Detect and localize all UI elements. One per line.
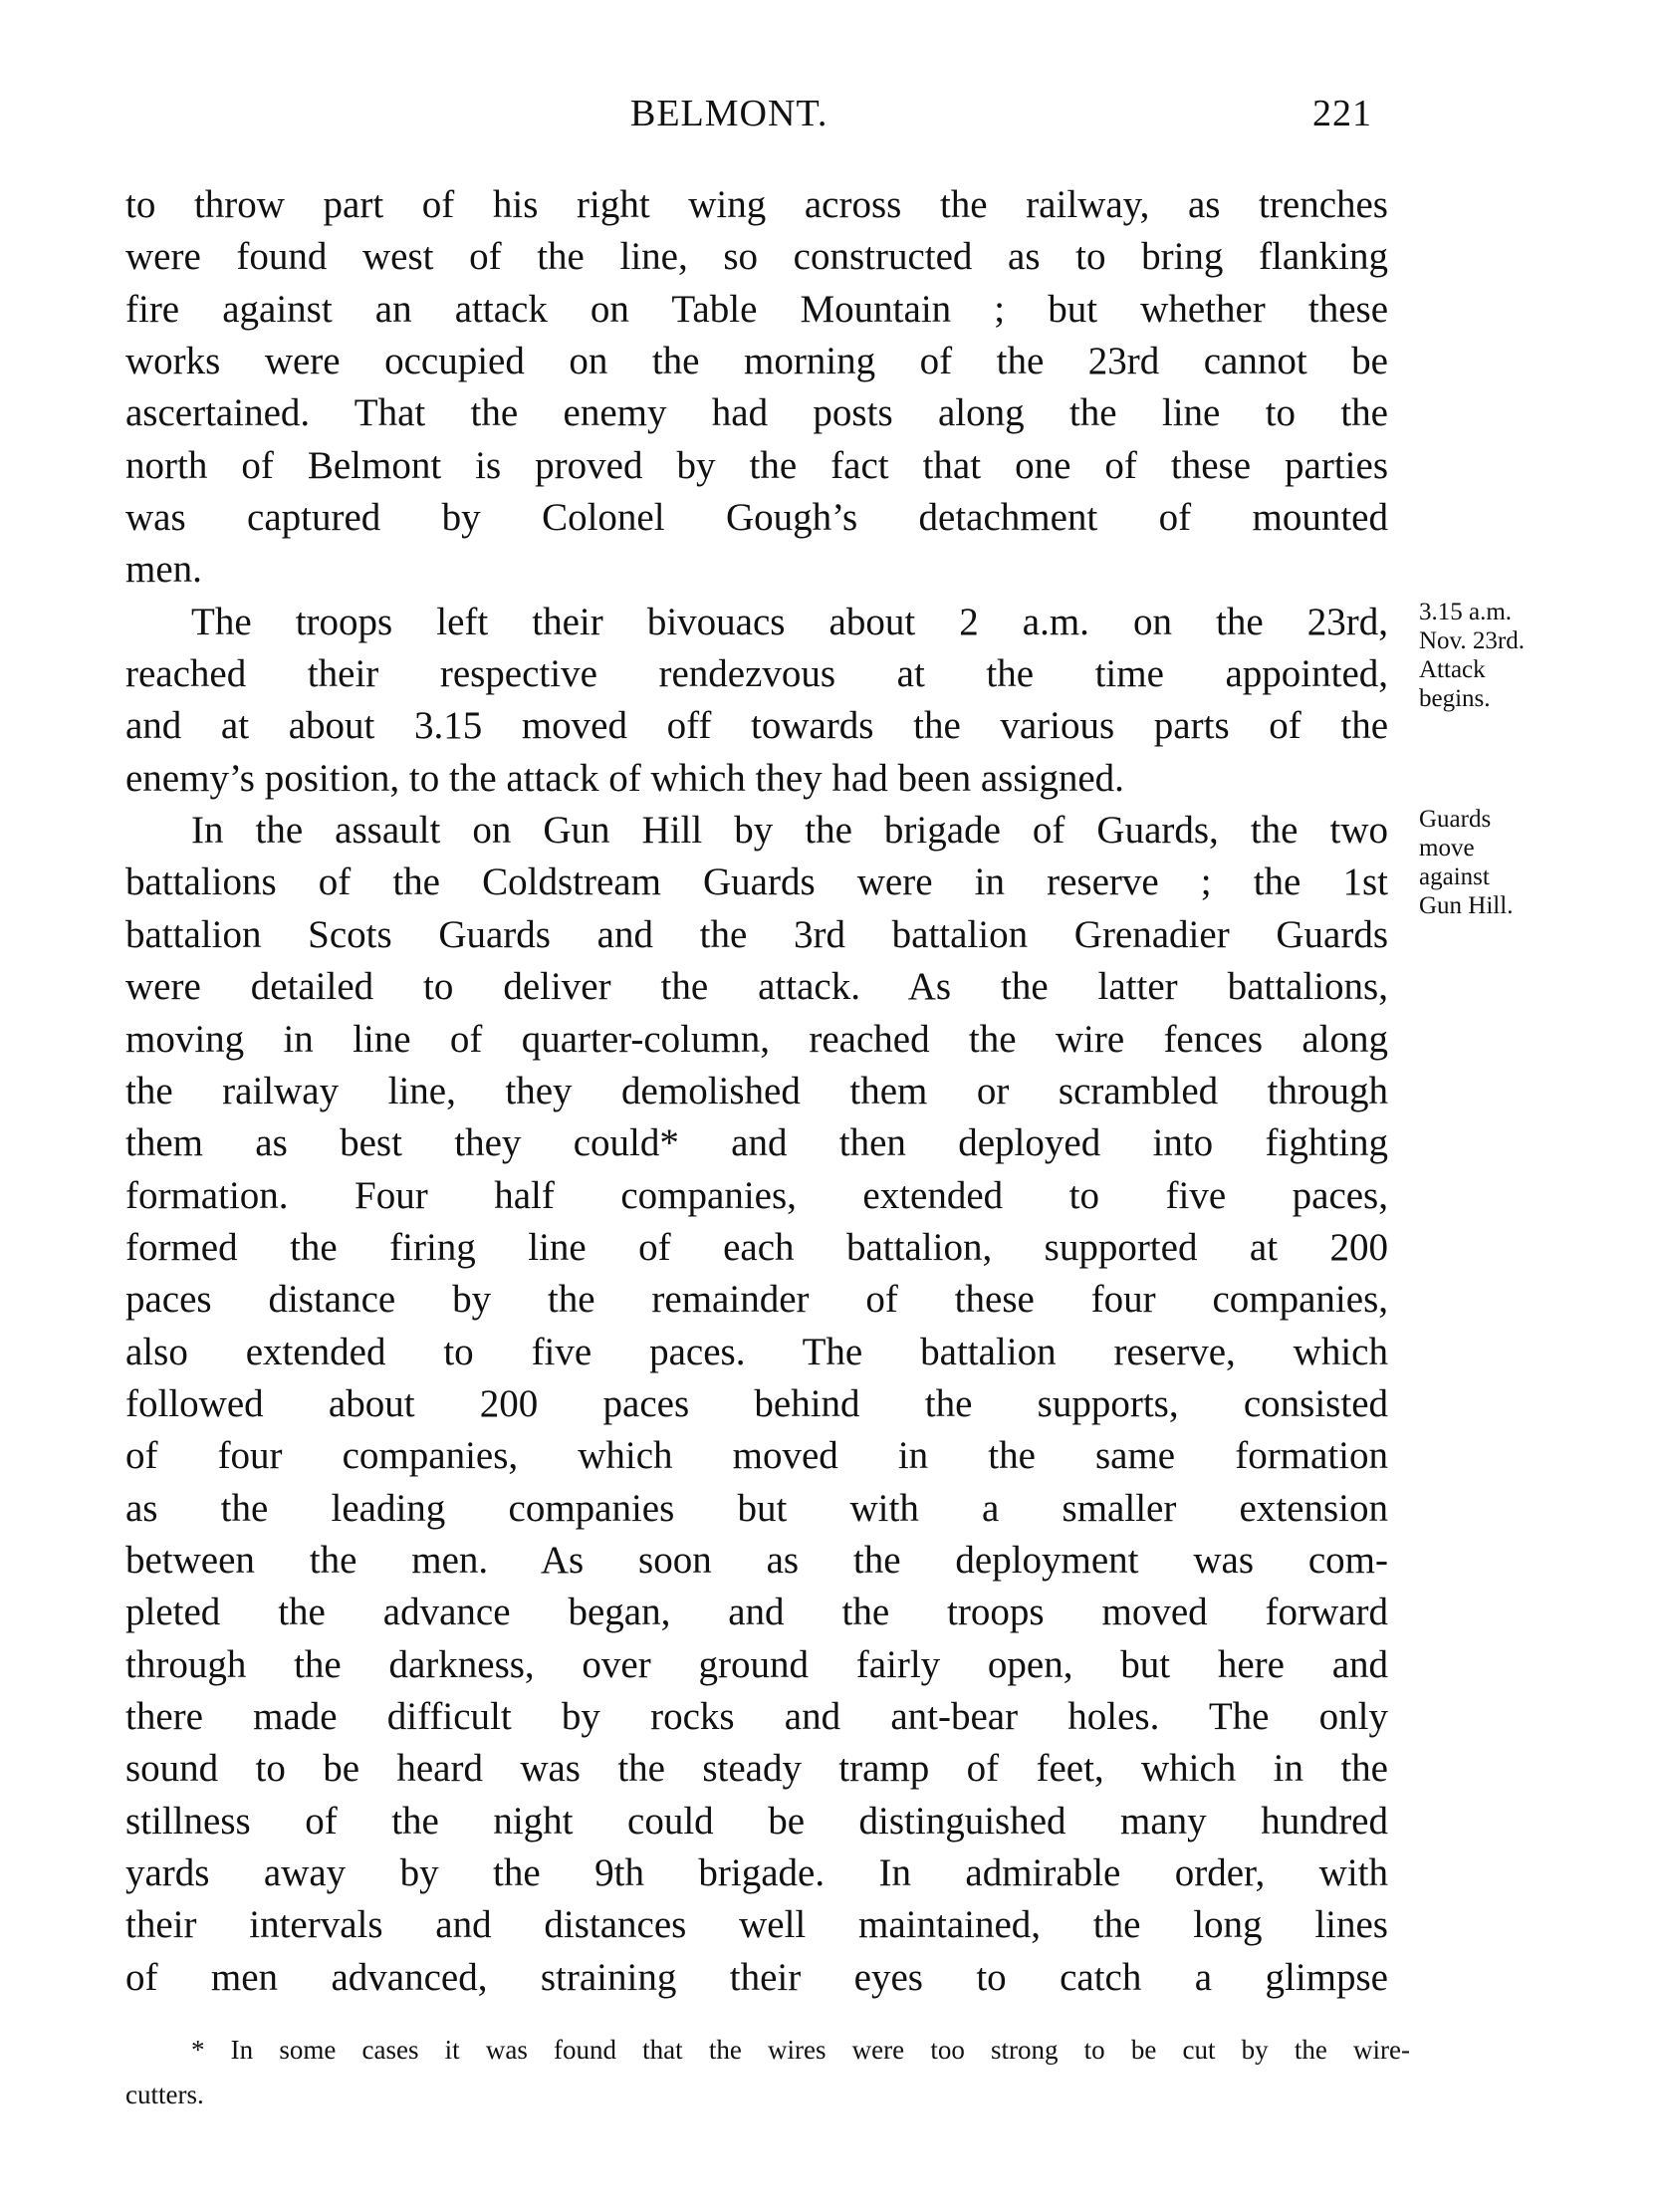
text-line: formation. Four half companies, extended to five paces, [125, 1173, 1388, 1217]
footnote-line: * In some cases it was found that the wires were too strong to be cut by the wire- [191, 2035, 1410, 2065]
text-line: also extended to five paces. The battalion reserve, which [125, 1330, 1388, 1373]
text-line: through the darkness, over ground fairly open, but here and [125, 1642, 1388, 1686]
text-line: of men advanced, straining their eyes to catch a glimpse [125, 1955, 1388, 1999]
text-line: sound to be heard was the steady tramp of feet, which in the [125, 1747, 1388, 1791]
text-line: men. [125, 548, 202, 592]
margin-note-line: move [1419, 835, 1475, 861]
margin-note-attack-begins [1419, 598, 1525, 713]
text-line: there made difficult by rocks and ant-bear holes. The only [125, 1694, 1388, 1738]
margin-note-line: begins. [1419, 685, 1491, 712]
text-line: to throw part of his right wing across the railway, as trenches [125, 183, 1388, 226]
text-line: yards away by the 9th brigade. In admirable order, with [125, 1851, 1388, 1894]
margin-note-line: Guards [1419, 806, 1492, 833]
text-line: was captured by Colonel Gough’s detachment of mounted [125, 496, 1388, 540]
text-line: were found west of the line, so constructed as to bring flanking [125, 235, 1388, 279]
text-line: them as best they could* and then deployed into fighting [125, 1121, 1388, 1165]
text-line: pleted the advance began, and the troops moved forward [125, 1591, 1388, 1634]
text-line: works were occupied on the morning of the 23rd cannot be [125, 340, 1388, 383]
text-line: battalion Scots Guards and the 3rd battalion Grenadier Guards [125, 912, 1388, 956]
margin-note-line: Gun Hill. [1419, 892, 1514, 919]
text-line: The troops left their bivouacs about 2 a.m. on the 23rd, [191, 600, 1388, 643]
text-line: In the assault on Gun Hill by the brigade of Guards, the two [191, 809, 1388, 853]
text-line: followed about 200 paces behind the supports, consisted [125, 1381, 1388, 1425]
text-line: enemy’s position, to the attack of which they had been assigned. [125, 756, 1124, 800]
text-line: as the leading companies but with a smaller extension [125, 1486, 1388, 1530]
text-line: moving in line of quarter-column, reached the wire fences along [125, 1017, 1388, 1061]
margin-note-guards-move [1419, 805, 1513, 920]
text-line: of four companies, which moved in the same formation [125, 1434, 1388, 1478]
text-line: reached their respective rendezvous at the time appointed, [125, 652, 1388, 696]
text-line: their intervals and distances well maintained, the long lines [125, 1903, 1388, 1947]
text-line: were detailed to deliver the attack. As the latter battalions, [125, 965, 1388, 1009]
running-header: BELMONT. [630, 93, 828, 134]
body-text [125, 179, 1388, 2004]
margin-note-line: 3.15 a.m. [1419, 599, 1513, 625]
footnote-line: cutters. [125, 2080, 204, 2109]
text-line: north of Belmont is proved by the fact that one of these parties [125, 443, 1388, 487]
text-line: battalions of the Coldstream Guards were in reserve ; the 1st [125, 860, 1388, 904]
footnote [125, 2028, 1410, 2117]
margin-note-line: Attack [1419, 656, 1486, 683]
text-line: and at about 3.15 moved off towards the various parts of the [125, 704, 1388, 748]
margin-note-line: Nov. 23rd. [1419, 627, 1526, 654]
text-line: ascertained. That the enemy had posts along the line to the [125, 391, 1388, 435]
text-line: fire against an attack on Table Mountain ; but whether these [125, 287, 1388, 331]
text-line: the railway line, they demolished them or scrambled through [125, 1069, 1388, 1112]
text-line: formed the firing line of each battalion, supported at 200 [125, 1225, 1388, 1269]
page-number: 221 [1312, 93, 1372, 134]
text-line: paces distance by the remainder of these four companies, [125, 1278, 1388, 1322]
text-line: between the men. As soon as the deployment was com- [125, 1538, 1388, 1582]
text-line: stillness of the night could be distinguished many hundred [125, 1799, 1388, 1843]
margin-note-line: against [1419, 863, 1490, 890]
